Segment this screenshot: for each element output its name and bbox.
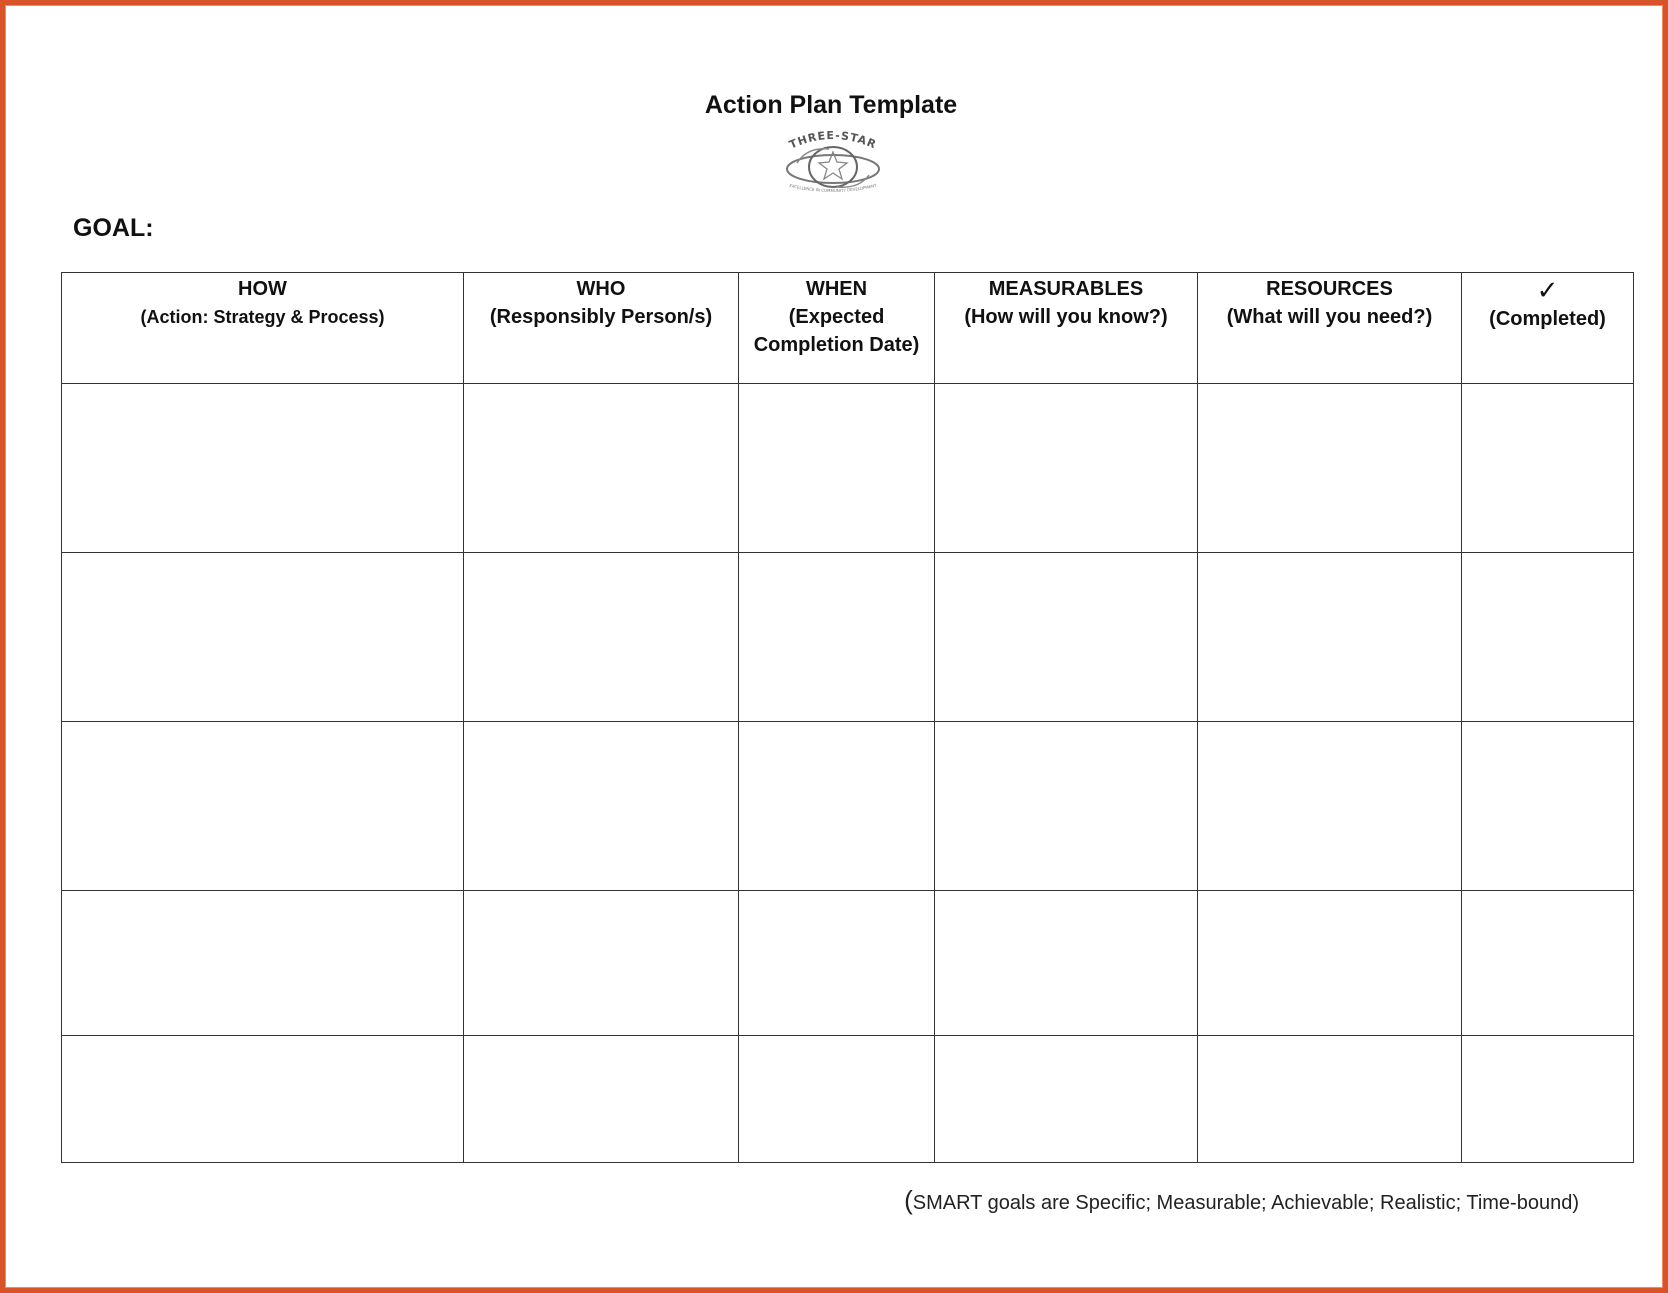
footnote-text: SMART goals are Specific; Measurable; Achievable; Realistic; Time-bound) <box>912 1192 1579 1214</box>
cell-resources[interactable] <box>1198 891 1462 1036</box>
header-resources-subtitle: (What will you need?) <box>1226 306 1433 328</box>
logo-tagline: EXCELLENCE IN COMMUNITY DEVELOPMENT <box>788 182 878 194</box>
header-how-subtitle: (Action: Strategy & Process) <box>140 307 385 327</box>
table-row <box>62 891 1634 1036</box>
cell-measurables[interactable] <box>935 722 1198 891</box>
cell-how[interactable] <box>62 891 464 1036</box>
logo-text: THREE-STAR <box>787 128 879 152</box>
svg-text:THREE-STAR <box>787 129 878 152</box>
cell-who[interactable] <box>464 384 739 553</box>
header-how-title: HOW <box>238 278 287 300</box>
cell-measurables[interactable] <box>935 384 1198 553</box>
header-measurables-subtitle: (How will you know?) <box>964 306 1168 328</box>
cell-completed[interactable] <box>1462 384 1634 553</box>
header-measurables <box>935 273 1198 384</box>
header-who-subtitle: (Responsibly Person/s) <box>489 306 713 328</box>
header-how <box>62 273 464 384</box>
cell-resources[interactable] <box>1198 1036 1462 1163</box>
cell-when[interactable] <box>739 553 935 722</box>
cell-completed[interactable] <box>1462 553 1634 722</box>
cell-when[interactable] <box>739 1036 935 1163</box>
cell-completed[interactable] <box>1462 1036 1634 1163</box>
cell-who[interactable] <box>464 1036 739 1163</box>
header-completed <box>1462 273 1634 384</box>
cell-resources[interactable] <box>1198 553 1462 722</box>
header-row <box>62 273 1634 384</box>
header-resources-title: RESOURCES <box>1266 278 1393 300</box>
table-row <box>62 553 1634 722</box>
header-when-subtitle: (Expected <box>788 306 885 328</box>
page-title: Action Plan Template <box>704 91 958 119</box>
cell-completed[interactable] <box>1462 891 1634 1036</box>
cell-resources[interactable] <box>1198 722 1462 891</box>
header-who-title: WHO <box>576 278 626 300</box>
cell-resources[interactable] <box>1198 384 1462 553</box>
cell-how[interactable] <box>62 553 464 722</box>
action-plan-table <box>61 272 1634 1163</box>
table-row <box>62 722 1634 891</box>
cell-how[interactable] <box>62 722 464 891</box>
cell-measurables[interactable] <box>935 553 1198 722</box>
cell-who[interactable] <box>464 891 739 1036</box>
cell-when[interactable] <box>739 891 935 1036</box>
header-completed-subtitle: (Completed) <box>1489 308 1606 330</box>
cell-completed[interactable] <box>1462 722 1634 891</box>
header-resources <box>1198 273 1462 384</box>
header-when-title: WHEN <box>805 278 868 300</box>
header-measurables-title: MEASURABLES <box>988 278 1144 300</box>
cell-who[interactable] <box>464 553 739 722</box>
header-who <box>464 273 739 384</box>
cell-how[interactable] <box>62 1036 464 1163</box>
cell-measurables[interactable] <box>935 891 1198 1036</box>
cell-when[interactable] <box>739 722 935 891</box>
checkmark-icon: ✓ <box>1536 275 1559 305</box>
cell-when[interactable] <box>739 384 935 553</box>
smart-goals-footnote <box>904 1185 1579 1216</box>
cell-who[interactable] <box>464 722 739 891</box>
header-when-subtitle-2: Completion Date) <box>753 334 920 356</box>
table-row <box>62 384 1634 553</box>
table-row <box>62 1036 1634 1163</box>
three-star-logo <box>777 127 889 195</box>
cell-measurables[interactable] <box>935 1036 1198 1163</box>
header-when <box>739 273 935 384</box>
cell-how[interactable] <box>62 384 464 553</box>
goal-label: GOAL: <box>73 214 154 242</box>
footnote-open-paren: ( <box>904 1185 913 1215</box>
